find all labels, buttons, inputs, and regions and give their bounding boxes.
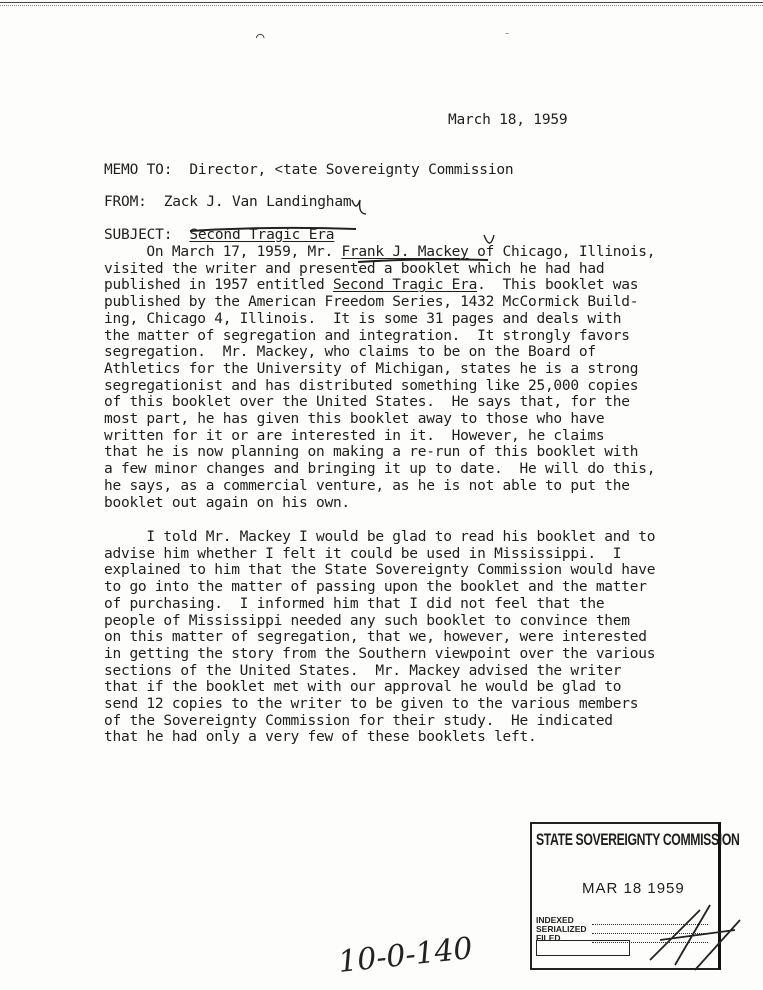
p1-line-1a: On March 17, 1959, Mr. [104,244,342,260]
p2-line-2: advise him whether I felt it could be used in Mississippi. I [104,545,622,562]
p2-line-13: that he had only a very few of these booklets left. [104,729,537,746]
p2-line-8: in getting the story from the Southern viewpoint over the various [104,645,656,662]
p1-line-6: the matter of segregation and integration. It strongly favors [104,327,630,344]
stamp-date: MAR 18 1959 [582,880,685,897]
memo-from-label: FROM: [104,194,147,210]
paragraph-2 [104,529,655,746]
p1-line-4: published by the American Freedom Series, 1432 McCormick Build- [104,294,639,311]
p1-line-8: Athletics for the University of Michigan, states he is a strong [104,360,639,377]
p1-name-frank-mackey: Frank J. Mackey [341,244,469,260]
p1-booklet-title: Second Tragic Era [332,277,478,294]
p1-line-5: ing, Chicago 4, Illinois. It is some 31 pages and deals with [104,310,622,327]
memo-subject-label: SUBJECT: [104,227,173,243]
p1-line-7: segregation. Mr. Mackey, who claims to be on the Board of [104,344,596,361]
p1-line-3c: . This booklet was [477,277,639,294]
p1-line-13: that he is now planning on making a re-run of this booklet with [104,444,639,461]
initials-scribble [640,890,750,980]
memo-subject-value: Second Tragic Era [189,227,335,243]
p1-line-10: of this booklet over the United States. He says that, for the [104,394,630,411]
p2-line-10: that if the booklet met with our approval he would be glad to [104,679,622,696]
p1-line-12: written for it or are interested in it. However, he claims [104,427,605,444]
p2-line-4: to go into the matter of passing upon the booklet and the matter [104,579,647,596]
p1-line-1c: of Chicago, Illinois, [468,244,656,260]
memo-to-value: Director, ˂tate Sovereignty Commission [189,162,514,178]
stamp-indexed-label: INDEXED [536,915,574,925]
paragraph-1 [104,244,655,511]
p1-line-3a: published in 1957 entitled [104,277,333,294]
stamp-serialized-label: SERIALIZED [536,924,587,934]
p2-line-7: on this matter of segregation, that we, however, were interested [104,629,647,646]
p2-line-11: send 12 copies to the writer to be given to the various members [104,696,639,713]
p2-line-5: of purchasing. I informed him that I did not feel that the [104,595,605,612]
handwritten-file-number: 10-0-140 [336,931,475,980]
memo-date: March 18, 1959 [448,112,568,128]
memo-to-label: MEMO TO: [104,162,173,178]
stamp-header: STATE SOVEREIGNTY COMMISSION [536,830,740,849]
scan-mark: ⌒ [256,29,265,45]
p1-line-15: he says, as a commercial venture, as he is not able to put the [104,477,630,494]
stamp-entry-box [536,940,630,956]
stamp-filed-label: FILED [536,933,561,943]
memo-from-value: Zack J. Van Landingham [163,194,352,210]
p2-line-12: of the Sovereignty Commission for their study. He indicated [104,712,613,729]
p1-line-16: booklet out again on his own. [104,494,350,511]
p2-line-3: explained to him that the State Sovereignty Commission would have [104,562,656,579]
p2-line-1: I told Mr. Mackey I would be glad to read his booklet and to [104,529,656,545]
p2-line-6: people of Mississippi needed any such booklet to convince them [104,612,630,629]
p1-line-2: visited the writer and presented a booklet which he had had [104,260,605,277]
scan-mark: ⁻ [504,31,511,42]
p1-line-9: segregationist and has distributed something like 25,000 copies [104,377,639,394]
p1-line-11: most part, he has given this booklet away to those who have [104,411,605,428]
p1-line-14: a few minor changes and bringing it up to date. He will do this, [104,461,656,478]
p2-line-9: sections of the United States. Mr. Mackey advised the writer [104,662,622,679]
